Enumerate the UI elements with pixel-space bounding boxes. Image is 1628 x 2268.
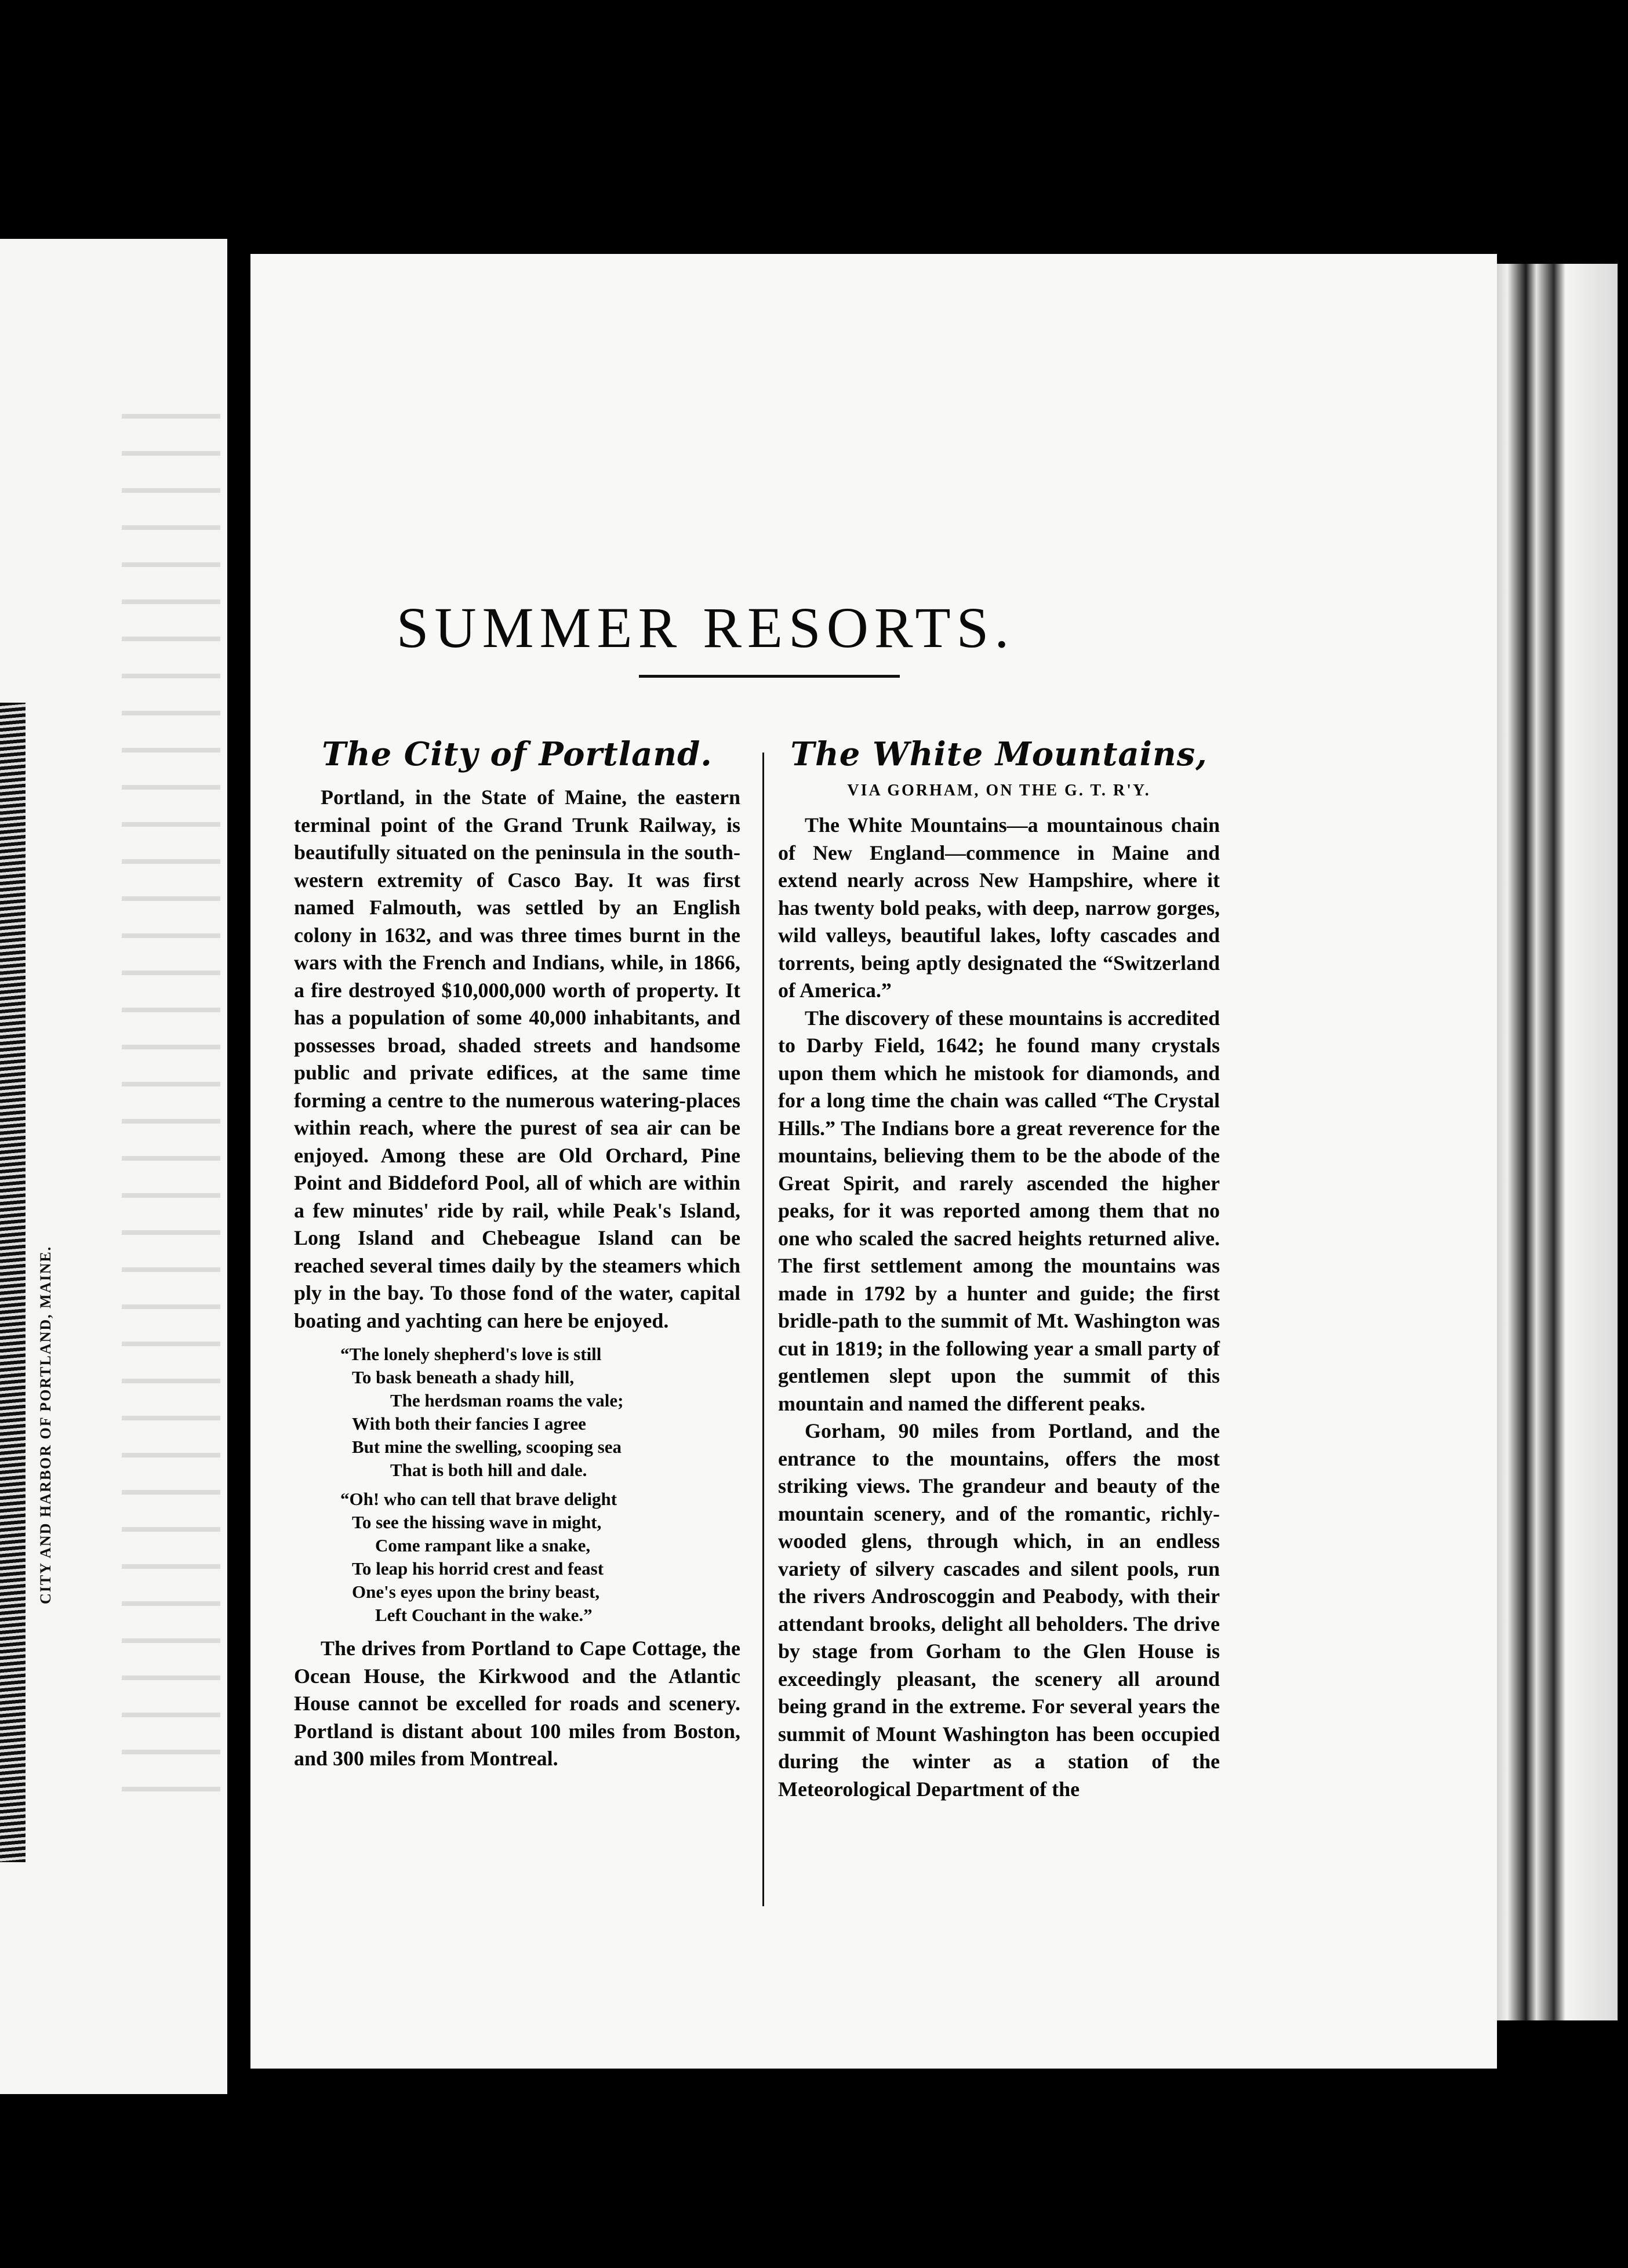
white-mountains-heading: The White Mountains, [790,735,1208,773]
poem-line: Left Couchant in the wake.” [375,1605,593,1625]
poem-line: That is both hill and dale. [390,1460,587,1480]
poem-line: But mine the swelling, scooping sea [352,1437,622,1457]
poem-line: To leap his horrid crest and feast [352,1558,604,1579]
poem-line: One's eyes upon the briny beast, [352,1582,600,1602]
poem-line: Come rampant like a snake, [375,1535,591,1555]
harbor-engraving [0,703,26,1862]
facing-plate-page [0,239,227,2094]
portland-paragraph: Portland, in the State of Maine, the eastern terminal point of the Grand Trunk Railway, is beautifully situated on the peninsula in the south-western extremity of Casco Bay. It was first named Falmouth, was settled by an English colony in 1632, and was three times burnt in the wars with the French and Indians, while, in 1866, a fire destroyed $10,000,000 worth of property. It has a population of some 40,000 inhabitants, and possesses broad, shaded streets and handsome public and private edifices, at the same time forming a centre to the numerous watering-places within reach, where the purest of sea air can be enjoyed. Among these are Old Orchard, Pine Point and Biddeford Pool, all of which are within a few minutes' ride by rail, while Peak's Island, Long Island and Chebeague Island can be reached several times daily by the steamers which ply in the bay. To those fond of the water, capital boating and yachting can here be enjoyed. [294,786,740,1332]
poem-line: “Oh! who can tell that brave delight [340,1489,617,1509]
poem-line: To bask beneath a shady hill, [352,1367,575,1387]
portland-column [294,735,740,1773]
white-mountains-subheading: VIA GORHAM, ON THE G. T. R'Y. [847,782,1151,799]
poem-line: With both their fancies I agree [352,1413,586,1434]
poem-line: “The lonely shepherd's love is still [340,1344,602,1364]
white-mountains-paragraph: The discovery of these mountains is accredited to Darby Field, 1642; he found many crystals upon them which he mistook for diamonds, and for a long time the chain was called “The Crystal Hills.” The Indians bore a great reverence for the mountains, believing them to be the abode of the Great Spirit, and rarely ascended the higher peaks, for it was reported among them that no one who scaled the sacred heights returned alive. The first settlement among the mountains was made in 1792 by a hunter and guide; the first bridle-path to the summit of Mt. Washington was cut in 1819; in the following year a small party of gentlemen slept upon the summit of this mountain and named the different peaks. [778,1006,1220,1415]
page-title: SUMMER RESORTS. [396,595,1015,660]
poem [294,1343,740,1627]
column-rule [762,753,764,1906]
plate-caption: CITY AND HARBOR OF PORTLAND, MAINE. [37,1245,54,1604]
white-mountains-paragraph: The White Mountains—a mountainous chain of New England—commence in Maine and extend nearly across New Hampshire, where it has twenty bold peaks, with deep, narrow gorges, wild valleys, beautiful lakes, lofty cascades and torrents, being aptly designated the “Switzerland of America.” [778,813,1220,1002]
book-page [250,254,1497,2069]
portland-paragraph: The drives from Portland to Cape Cottage, the Ocean House, the Kirkwood and the Atlantic House cannot be excelled for roads and scenery. Portland is distant about 100 miles from Boston, and 300 miles from Montreal. [294,1637,740,1770]
poem-stanza [294,1488,740,1627]
poem-line: The herdsman roams the vale; [390,1390,624,1411]
white-mountains-column [778,735,1220,1803]
white-mountains-paragraph: Gorham, 90 miles from Portland, and the entrance to the mountains, offers the most striking views. The grandeur and beauty of the mountain scenery, and of the romantic, richly-wooded glens, through which, in an endless variety of silvery cascades and silent pools, run the rivers Androscoggin and Peabody, with their attendant brooks, delight all beholders. The drive by stage from Gorham to the Glen House is exceedingly pleasant, the scenery all around being grand in the extreme. For several years the summit of Mount Washington has been occupied during the winter as a station of the Meteorological Department of the [778,1419,1220,1801]
show-through-text [122,401,220,1793]
poem-line: To see the hissing wave in might, [352,1512,602,1532]
portland-heading: The City of Portland. [322,735,713,773]
poem-stanza [294,1343,740,1482]
title-rule [639,675,900,678]
